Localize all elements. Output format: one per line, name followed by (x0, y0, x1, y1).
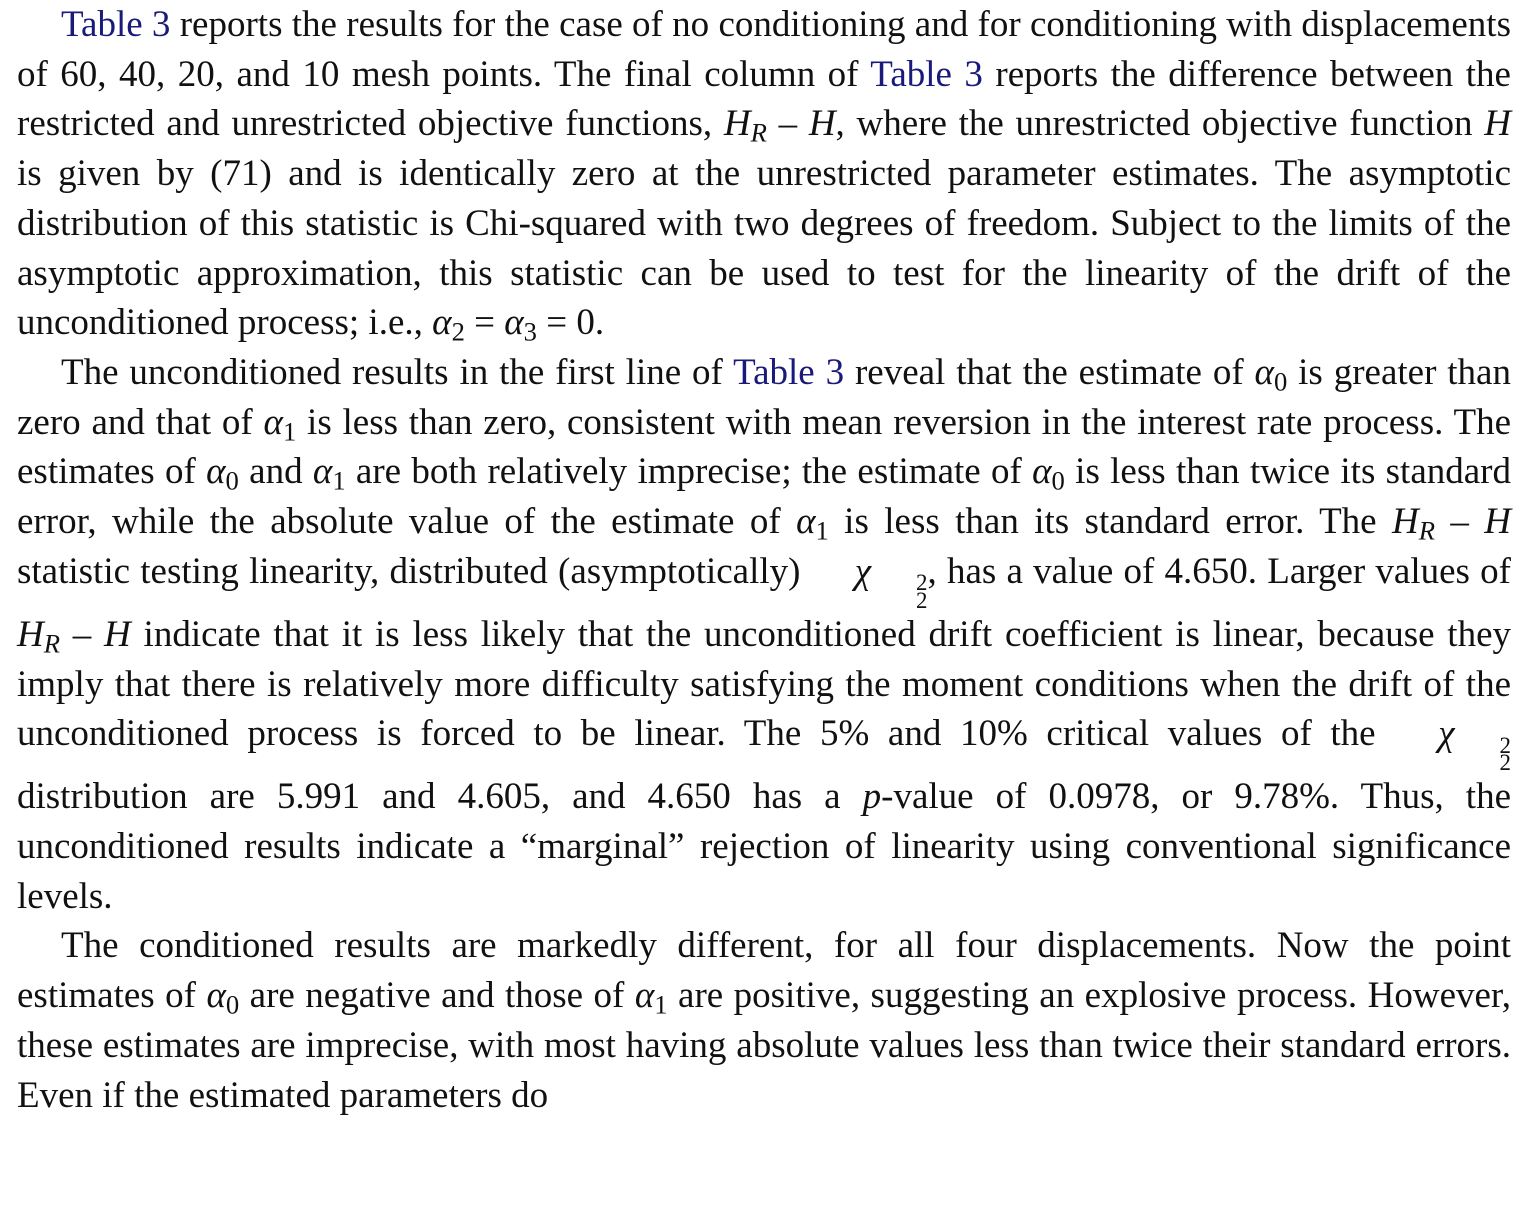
math-chi-squared-2: χ 2 2 (854, 550, 928, 613)
math-p: p (862, 776, 882, 818)
math-alpha1: $\alpha_1$ (263, 401, 297, 447)
table-3-link[interactable]: Table 3 (733, 351, 845, 393)
math-alpha0: $\alpha_0$ (206, 451, 239, 496)
math-alpha0: $\alpha_0$ (1032, 451, 1065, 496)
math-alpha1: $\alpha_1$ (634, 975, 668, 1020)
math-alpha1: $\alpha_1$ (312, 451, 346, 496)
math-chi-squared-2: χ 2 2 (1438, 713, 1511, 776)
table-3-link[interactable]: Table 3 (870, 53, 983, 95)
math-alpha1: $\alpha_1$ (796, 501, 829, 546)
math-HR-minus-H: HR – H (723, 103, 836, 149)
paragraph-1: Table 3 reports the results for the case of no conditioning and for conditioning with displacements of 60, 40, 20, and 10 mesh points. The final column of Table 3 reports the difference between the restricted and unrestricted objective functions, HR – H, where the unrestricted objective function H is given by (71) and is identically zero at the unrestricted parameter estimates. The asymptotic distribution of this statistic is Chi-squared with two degrees of freedom. Subject to the limits of the asymptotic approximation, this statistic can be used to test for the linearity of the drift of the unconditioned process; i.e., $\alpha_2 = \alpha_3 = 0$. (17, 4, 1511, 347)
math-HR-minus-H: HR – H (17, 613, 131, 659)
paragraph-2: The unconditioned results in the first line of Table 3 reveal that the estimate of $\alpha_0$ is greater than zero and that of $\alpha_1$ is less than zero, consistent with mean reversion in the interest rate process. The estimates of $\alpha_0$ and $\alpha_1$ are both relatively imprecise; the estimate of $\alpha_0$ is less than twice its standard error, while the absolute value of the estimate of $\alpha_1$ is less than its standard error. The HR – H statistic testing linearity, distributed (asymptotically) χ 2 2 , has a value of 4.650. Larger values of HR – H indicate that it is less likely that the unconditioned drift coefficient is linear, because they imply that there is relatively more difficulty satisfying the moment conditions when the drift of the unconditioned process is forced to be linear. The 5% and 10% critical values of the χ 2 2 distribution are 5.991 and 4.605, and 4.650 has a p-value of 0.0978, or 9.78%. Thus, the unconditioned results indicate a “marginal” rejection of linearity using conventional significance levels. (17, 351, 1512, 917)
math-H: H (1484, 103, 1511, 145)
math-alpha0: $\alpha_0$ (1254, 351, 1288, 397)
table-3-link[interactable]: Table 3 (61, 4, 171, 45)
paragraph-3: The conditioned results are markedly different, for all four displacements. Now the point estimates of $\alpha_0$ are negative and those of $\alpha_1$ are positive, suggesting an explosive process. However, these estimates are imprecise, with most having absolute values less than twice their standard errors. Even if the estimated parameters do (17, 925, 1512, 1116)
math-alpha2-eq-alpha3-eq-0: $\alpha_2 = \alpha_3 = 0$ (432, 302, 595, 347)
article-body (17, 0, 1511, 1120)
math-HR-minus-H: HR – H (1392, 501, 1511, 546)
math-alpha0: $\alpha_0$ (206, 975, 240, 1020)
